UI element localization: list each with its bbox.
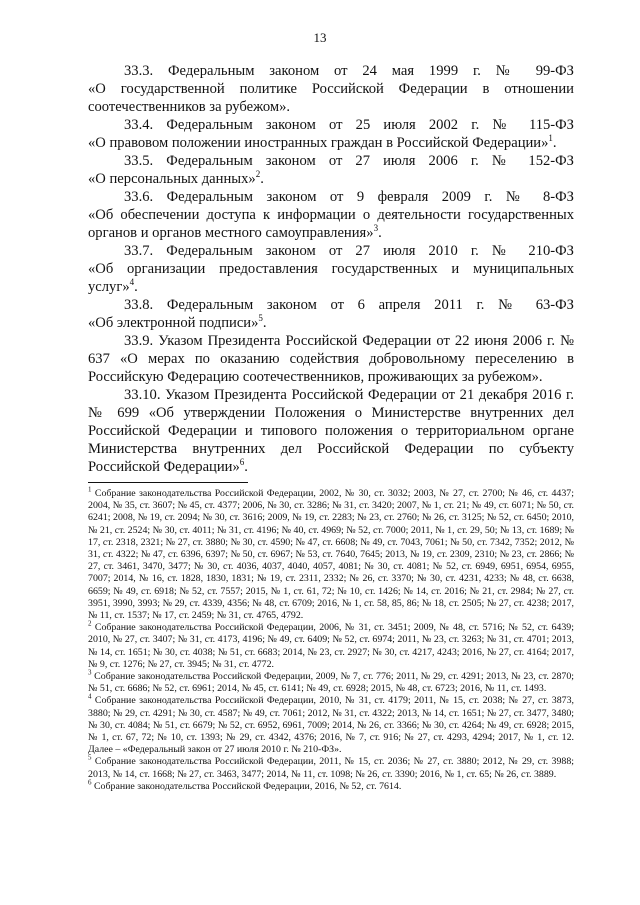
paragraph-33-6-heading: 33.6. Федеральным законом от 9 февраля 2009 г. № 8-ФЗ — [124, 189, 574, 205]
footnote-ref-2[interactable]: 2 — [255, 169, 261, 180]
paragraph-33-4-body: «О правовом положении иностранных граждан в Российской Федерации»$^1$. — [88, 133, 557, 151]
footnote-5: $^5$ Собрание законодательства Российской Федерации, 2011, № 15, ст. 2036; № 27, ст. 3880; 2012, № 29, ст. 3988; 2013, № 14, ст. 1668; № 27, ст. 3463, 3477; 2014, № 11, ст. 1098; № 26, ст. 3390; 2016, № 1, ст. 65; № 26, ст. 3889. — [88, 754, 574, 780]
footnote-ref-4[interactable]: 4 — [129, 277, 135, 288]
paragraph-33-7-body: «Об организации предоставления государственных и муниципальных услуг»$^4$. — [88, 261, 574, 295]
paragraph-33-4-heading: 33.4. Федеральным законом от 25 июля 2002 г. № 115-ФЗ — [124, 117, 574, 133]
paragraph-33-8-heading: 33.8. Федеральным законом от 6 апреля 2011 г. № 63-ФЗ — [124, 297, 574, 313]
paragraph-33-8-body: «Об электронной подписи»$^5$. — [88, 313, 267, 331]
footnote-ref-3[interactable]: 3 — [373, 223, 379, 234]
footnote-ref-5[interactable]: 5 — [258, 313, 263, 324]
paragraph-33-7-heading: 33.7. Федеральным законом от 27 июля 2010 г. № 210-ФЗ — [124, 243, 574, 259]
page-number: 13 — [313, 30, 327, 45]
paragraph-33-3-body: «О государственной политике Российской Федерации в отношении соотечественников за рубежом». — [88, 81, 574, 115]
footnote-ref-1[interactable]: 1 — [548, 133, 553, 144]
paragraph-33-10: 33.10. Указом Президента Российской Федерации от 21 декабря 2016 г. № 699 «Об утверждении Положения о Министерстве внутренних дел Российской Федерации и типового положения о территориальном органе Министерства внутренних дел Российской Федерации по субъекту Российской Федерации»$^6$. — [88, 387, 574, 475]
footnote-3: $^3$ Собрание законодательства Российской Федерации, 2009, № 7, ст. 776; 2011, № 29, ст. 4291; 2013, № 23, ст. 2870; № 51, ст. 6686; № 52, ст. 6961; 2014, № 45, ст. 6141; № 49, ст. 6928; 2015, № 48, ст. 6723; 2016, № 11, ст. 1493. — [88, 668, 575, 695]
footnote-6: $^6$ Собрание законодательства Российской Федерации, 2016, № 52, ст. 7614. — [88, 778, 402, 792]
paragraph-33-5-heading: 33.5. Федеральным законом от 27 июля 2006 г. № 152-ФЗ — [124, 153, 574, 169]
paragraph-33-6-body: «Об обеспечении доступа к информации о деятельности государственных органов и органов местного самоуправления»$^3$. — [88, 207, 574, 241]
footnote-1: $^1$ Собрание законодательства Российской Федерации, 2002, № 30, ст. 3032; 2003, № 27, ст. 2700; № 46, ст. 4437; 2004, № 35, ст. 3607; № 45, ст. 4377; 2006, № 30, ст. 3286; № 31, ст. 3420; 2007, № 1, ст. 21; № 49, ст. 6071; № 50, ст. 6241; 2008, № 19, ст. 2094; № 30, ст. 3616; 2009, № 19, ст. 2283; № 23, ст. 2760; № 26, ст. 3125; № 52, ст. 6450; 2010, № 21, ст. 2524; № 30, ст. 4011; № 31, ст. 4196; № 40, ст. 4969; № 52, ст. 7000; 2011, № 1, ст. 29, 50; № 13, ст. 1689; № 17, ст. 2318, 2321; № 27, ст. 3880; № 30, ст. 4590; № 47, ст. 6608; № 49, ст. 7043, 7061; № 50, ст. 7342, 7352; 2012, № 31, ст. 4322; № 47, ст. 6396, 6397; № 50, ст. 6967; № 53, ст. 7640, 7645; 2013, № 19, ст. 2309, 2310; № 23, ст. 2866; № 27, ст. 3461, 3470, 3477; № 30, ст. 4036, 4037, 4040, 4057, 4081; № 30, ст. 4081; № 52, ст. 6949, 6951, 6954, 6955, 7007; 2014, № 16, ст. 1828, 1830, 1831; № 19, ст. 2311, 2332; № 26, ст. 3370; № 30, ст. 4231, 4233; № 48, ст. 6638, 6659; № 49, ст. 6918; № 52, ст. 7557; 2015, № 1, ст. 61, 72; № 10, ст. 1426; № 14, ст. 2016; № 21, ст. 2984; № 27, ст. 3951, 3990, 3993; № 29, ст. 4339, 4356; № 48, ст. 6709; 2016, № 1, ст. 58, 85, 86; № 18, ст. 2505; № 27, ст. 4238; 2017, № 11, ст. 1537; № 17, ст. 2459; № 31, ст. 4765, 4792. — [88, 485, 574, 622]
paragraph-33-5-body: «О персональных данных»$^2$. — [88, 169, 264, 187]
paragraph-33-9: 33.9. Указом Президента Российской Федерации от 22 июня 2006 г. № 637 «О мерах по оказанию содействия добровольному переселению в Российскую Федерацию соотечественников, проживающих за рубежом». — [88, 333, 574, 385]
main-text — [88, 62, 574, 476]
footnote-2: $^2$ Собрание законодательства Российской Федерации, 2006, № 31, ст. 3451; 2009, № 48, ст. 5716; № 52, ст. 6439; 2010, № 27, ст. 3407; № 31, ст. 4173, 4196; № 49, ст. 6409; № 52, ст. 6974; 2011, № 23, ст. 3263; № 31, ст. 4701; 2013, № 14, ст. 1651; № 30, ст. 4038; № 51, ст. 6683; 2014, № 23, ст. 2927; № 30, ст. 4217, 4243; 2016, № 27, ст. 4164; 2017, № 9, ст. 1276; № 27, ст. 3945; № 31, ст. 4772. — [88, 619, 574, 670]
footnote-4: $^4$ Собрание законодательства Российской Федерации, 2010, № 31, ст. 4179; 2011, № 15, ст. 2038; № 27, ст. 3873, 3880; № 29, ст. 4291; № 30, ст. 4587; № 49, ст. 7061; 2012, № 31, ст. 4322; 2013, № 14, ст. 1651; № 27, ст. 3477, 3480; № 30, ст. 4084; № 51, ст. 6679; № 52, ст. 6952, 6961, 7009; 2014, № 26, ст. 3366; № 30, ст. 4264; № 49, ст. 6928; 2015, № 1, ст. 67, 72; № 10, ст. 1393; № 29, ст. 4342, 4376; 2016, № 7, ст. 916; № 27, ст. 4293, 4294; 2017, № 1, ст. 12. Далее – «Федеральный закон от 27 июля 2010 г. № 210-ФЗ». — [88, 693, 574, 756]
footnote-separator — [88, 482, 248, 483]
footnotes — [88, 485, 575, 793]
footnote-ref-6[interactable]: 6 — [239, 457, 245, 468]
paragraph-33-3-heading: 33.3. Федеральным законом от 24 мая 1999 г. № 99-ФЗ — [124, 63, 574, 79]
